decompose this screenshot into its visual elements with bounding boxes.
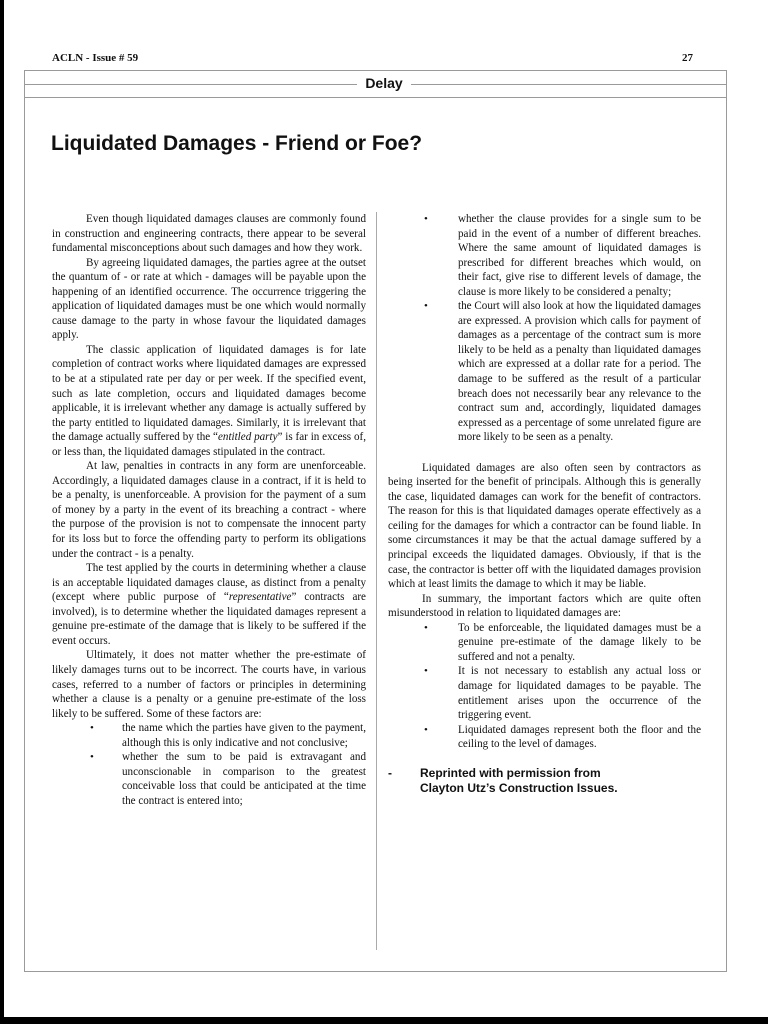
summary-list <box>388 621 701 752</box>
paragraph: Ultimately, it does not matter whether the pre-estimate of likely damages turns out to be incorrect. The courts have, in various cases, referred to a number of factors or principles in determining whether a clause is a penalty or a genuine pre-estimate of the loss likely to be suffered. Some of these factors are: <box>52 649 366 720</box>
reprint-credit <box>388 766 701 796</box>
paragraph: By agreeing liquidated damages, the parties agree at the outset the quantum of - or rate at which - damages will be payable upon the happening of an identified occurrence. The occurrence triggering the application of liquidated damages must be one which would normally cause damage to the party in whose favour the liquidated damages apply. <box>52 256 366 342</box>
page-edge-bar <box>0 0 4 1024</box>
list-item: • the name which the parties have given to the payment, although this is only indicative and not conclusive; <box>52 721 366 750</box>
issue-label: ACLN - Issue # 59 <box>52 52 139 64</box>
page-number: 27 <box>682 52 693 64</box>
list-item: • Liquidated damages represent both the floor and the ceiling to the level of damages. <box>388 723 701 752</box>
section-label: Delay <box>357 75 410 91</box>
list-item: • whether the clause provides for a single sum to be paid in the event of a number of different breaches. Where the same amount of liquidated damages is prescribed for different breaches which would, on their fact, give rise to different levels of damage, the clause is more likely to be considered a penalty; <box>388 212 701 299</box>
credit-line: Reprinted with permission from <box>420 765 601 780</box>
right-column <box>388 212 701 796</box>
credit-dash: - <box>388 765 392 780</box>
emphasis-text: entitled party <box>217 431 278 444</box>
list-item: • whether the sum to be paid is extravagant and unconscionable in comparison to the greatest conceivable loss that could be anticipated at the time the contract is entered into; <box>52 750 366 808</box>
paragraph: Even though liquidated damages clauses are commonly found in construction and engineering contracts, there appear to be several fundamental misconceptions about such damages and how they work. <box>52 213 366 255</box>
factor-list-continued <box>388 212 701 445</box>
column-divider <box>376 212 377 950</box>
list-item: • the Court will also look at how the liquidated damages are expressed. A provision which calls for payment of damages as a percentage of the contract sum is more likely to be held as a penalty than liquidated damages which are expressed at a dollar rate for a period. The damage to be suffered as the result of a particular breach does not necessarily bear any relevance to the contract sum and, accordingly, liquidated damages expressed as a percentage of some unrelated figure are more likely to be seen as a penalty. <box>388 299 701 444</box>
article-title: Liquidated Damages - Friend or Foe? <box>51 132 423 155</box>
list-item: • To be enforceable, the liquidated damages must be a genuine pre-estimate of the damage likely to be suffered and not a penalty. <box>388 621 701 665</box>
paragraph: The test applied by the courts in determining whether a clause is an acceptable liquidated damages clause, as distinct from a penalty (except where public purpose of “representative” contracts are involved), is to determine whether the liquidated damages represent a genuine pre-estimate of the damage that is likely to be suffered if the event occurs. <box>52 562 366 647</box>
emphasis-text: representative <box>228 591 292 604</box>
factor-list <box>52 721 366 808</box>
page-bottom-bar <box>0 1017 768 1024</box>
paragraph: The classic application of liquidated damages is for late completion of contract works where liquidated damages are expressed to be at a stipulated rate per day or per week. If the specified event, such as late completion, occurs and liquidated damages become applicable, it is irrelevant whether any damage is actually suffered by the party entitled to liquidated damages. Similarly, it is irrelevant that the damage actually suffered by the “entitled party” is far in excess of, or less than, the liquidated damages stipulated in the contract. <box>52 343 366 458</box>
left-column <box>52 212 366 808</box>
credit-text <box>420 766 618 796</box>
paragraph: Liquidated damages are also often seen by contractors as being inserted for the benefit of principals. Although this is generally the case, liquidated damages can work for the benefit of contractors. The reason for this is that liquidated damages operate effectively as a ceiling for the damages for which a contractor can be found liable. In some circumstances it may be that the actual damage suffered by a principal exceeds the liquidated damages. Obviously, if that is the case, the contractor is better off with the liquidated damages provision which at least limits the damage to which it may be liable. <box>388 461 701 591</box>
credit-line: Clayton Utz’s Construction Issues. <box>420 780 618 795</box>
section-rule-bottom <box>24 97 727 98</box>
section-heading <box>0 75 768 93</box>
list-item: • It is not necessary to establish any actual loss or damage for liquidated damages to be payable. The entitlement arises upon the occurrence of the triggering event. <box>388 664 701 722</box>
paragraph: In summary, the important factors which are quite often misunderstood in relation to liquidated damages are: <box>388 592 701 620</box>
paragraph: At law, penalties in contracts in any form are unenforceable. Accordingly, a liquidated damages clause in a contract, if it is held to be a penalty, is unenforceable. A provision for the payment of a sum of money by a party in the event of its breaching a contract - where the purpose of the provision is not to compensate the innocent party for its loss but to force the offending party to perform its obligations under the contract - is a penalty. <box>52 460 366 560</box>
